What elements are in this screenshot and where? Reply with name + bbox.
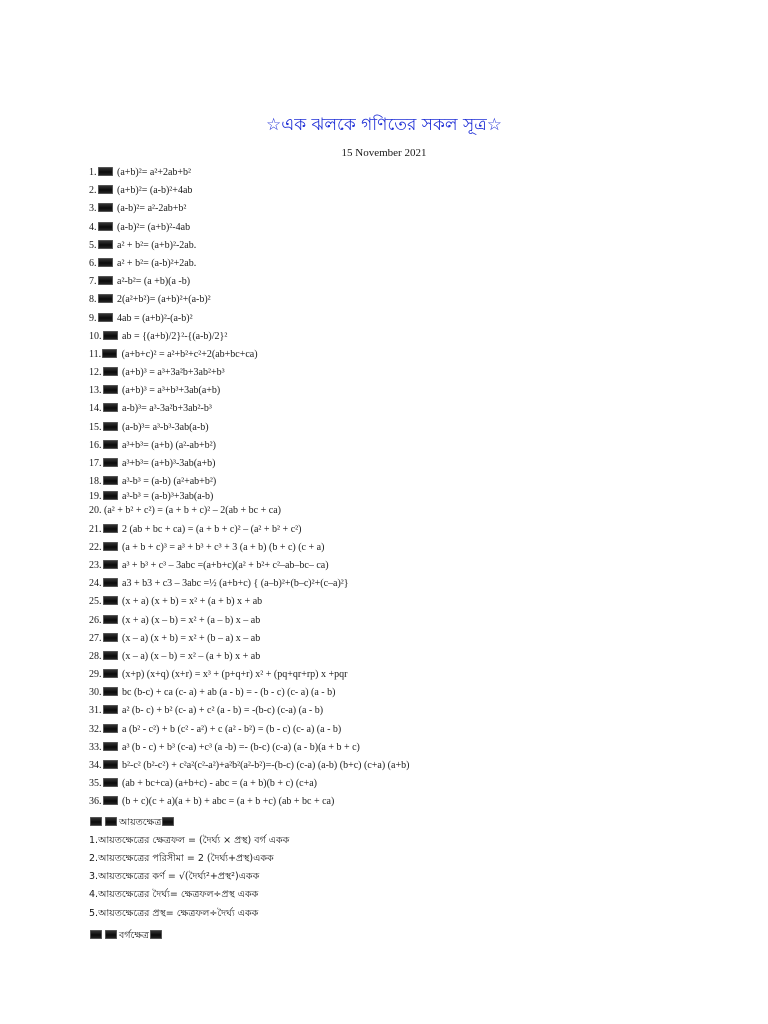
formula-text: a (b² - c²) + b (c² - a²) + c (a² - b²) = (b - c) (c- a) (a - b): [119, 723, 342, 735]
section-heading-text: বর্গক্ষেত্র: [119, 929, 150, 941]
emoji-image-icon: [103, 440, 118, 449]
emoji-image-icon: [103, 578, 118, 587]
formula-row: [89, 182, 749, 200]
formula-number: 12.: [89, 367, 102, 379]
emoji-image-icon: [105, 817, 117, 826]
section-heading-square: [89, 927, 749, 945]
formula-text: 4ab = (a+b)²-(a-b)²: [114, 312, 193, 324]
formula-row: [89, 721, 749, 739]
formula-number: 7.: [89, 276, 97, 288]
document-date: 15 November 2021: [341, 147, 427, 159]
formula-row: [89, 557, 749, 575]
formula-row: [89, 255, 749, 273]
emoji-image-icon: [103, 687, 118, 696]
emoji-image-icon: [98, 167, 113, 176]
formula-text: (a+b)²= a²+2ab+b²: [114, 167, 192, 178]
formula-row: [89, 575, 749, 593]
formula-text: (x – a) (x – b) = x² – (a + b) x + ab: [119, 650, 261, 662]
emoji-image-icon: [103, 385, 118, 394]
formula-text: a² (b- c) + b² (c- a) + c² (a - b) = -(b-c) (c-a) (a - b): [119, 705, 324, 717]
formula-row: [89, 739, 749, 757]
formula-number: 29.: [89, 669, 102, 681]
formula-row: [89, 164, 749, 182]
formula-row: [89, 364, 749, 382]
emoji-image-icon: [103, 633, 118, 642]
emoji-image-icon: [98, 294, 113, 303]
formula-number: 28.: [89, 650, 102, 662]
emoji-image-icon: [98, 240, 113, 249]
formula-text: (x+p) (x+q) (x+r) = x³ + (p+q+r) x² + (pq+qr+rp) x +pqr: [119, 669, 348, 681]
emoji-image-icon: [105, 930, 117, 939]
formula-text: (a-b)³= a³-b³-3ab(a-b): [119, 421, 209, 433]
formula-row: [89, 237, 749, 255]
formula-number: 24.: [89, 578, 102, 590]
emoji-image-icon: [103, 367, 118, 376]
formula-number: 30.: [89, 687, 102, 699]
emoji-image-icon: [103, 524, 118, 533]
formula-row: [89, 310, 749, 328]
formula-text: a3 + b3 + c3 – 3abc =½ (a+b+c) { (a–b)²+(b–c)²+(c–a)²}: [119, 578, 349, 590]
formula-text: (a-b)²= a²-2ab+b²: [114, 203, 187, 215]
formula-text: a² + b²= (a+b)²-2ab.: [114, 239, 197, 251]
emoji-image-icon: [103, 331, 118, 340]
section-heading-text: আয়তক্ষেত্র: [119, 816, 162, 828]
emoji-image-icon: [103, 796, 118, 805]
emoji-image-icon: [90, 817, 102, 826]
emoji-image-icon: [103, 491, 118, 500]
formula-text: (b + c)(c + a)(a + b) + abc = (a + b +c) (ab + bc + ca): [119, 796, 335, 808]
formula-text: a³ (b - c) + b³ (c-a) +c³ (a -b) =- (b-c) (c-a) (a - b)(a + b + c): [119, 741, 360, 753]
formula-row: [89, 684, 749, 702]
formula-number: 1.: [89, 167, 97, 178]
emoji-image-icon: [150, 930, 162, 939]
formula-number: 10.: [89, 330, 102, 342]
emoji-image-icon: [103, 596, 118, 605]
emoji-image-icon: [103, 742, 118, 751]
formula-text: a³+b³= (a+b)³-3ab(a+b): [119, 458, 216, 469]
emoji-image-icon: [103, 669, 118, 678]
formula-text: a³-b³ = (a-b)³+3ab(a-b): [119, 491, 214, 503]
formula-row: [89, 702, 749, 720]
emoji-image-icon: [103, 458, 118, 467]
formula-text: (x + a) (x + b) = x² + (a + b) x + ab: [119, 596, 263, 608]
formula-number: 34.: [89, 760, 102, 771]
formula-text: ab = {(a+b)/2}²-{(a-b)/2}²: [119, 330, 228, 342]
formula-row: [89, 666, 749, 684]
formula-row: [89, 346, 749, 364]
formula-number: 11.: [89, 348, 102, 360]
formula-number: 18.: [89, 476, 102, 488]
formula-number: 13.: [89, 385, 102, 397]
formula-number: 36.: [89, 796, 102, 808]
formula-text: 2(a²+b²)= (a+b)²+(a-b)²: [114, 294, 211, 306]
rectangle-formula-row: 1.আয়তক্ষেত্রের ক্ষেত্রফল = (দৈর্ঘ্য × প্রস্থ) বর্গ একক: [89, 834, 290, 846]
formula-number: 14.: [89, 403, 102, 415]
emoji-image-icon: [103, 724, 118, 733]
formula-row: [89, 273, 749, 291]
formula-number: 21.: [89, 523, 102, 535]
formula-number: 19.: [89, 491, 102, 503]
formula-text: (a+b+c)² = a²+b²+c²+2(ab+bc+ca): [119, 348, 258, 360]
formula-number: 20.: [89, 505, 102, 517]
formula-text: (a+b)³ = a³+3a²b+3ab²+b³: [119, 367, 225, 379]
formula-number: 35.: [89, 778, 102, 790]
emoji-image-icon: [103, 560, 118, 569]
formula-text: (a+b)³ = a³+b³+3ab(a+b): [119, 385, 221, 397]
emoji-image-icon: [103, 615, 118, 624]
formula-text: a³+b³= (a+b) (a²-ab+b²): [119, 439, 216, 451]
formula-row: [89, 612, 749, 630]
section-heading-rectangle: [89, 814, 749, 832]
formula-row: [89, 328, 749, 346]
formula-number: 3.: [89, 203, 97, 215]
emoji-image-icon: [103, 778, 118, 787]
emoji-image-icon: [90, 930, 102, 939]
formula-text: (a + b + c)³ = a³ + b³ + c³ + 3 (a + b) (b + c) (c + a): [119, 541, 325, 553]
emoji-image-icon: [103, 760, 118, 769]
formula-text: (a+b)²= (a-b)²+4ab: [114, 185, 193, 197]
emoji-image-icon: [103, 705, 118, 714]
formula-number: 6.: [89, 257, 97, 269]
formula-text: 2 (ab + bc + ca) = (a + b + c)² – (a² + b² + c²): [119, 523, 302, 535]
formula-row: [89, 437, 749, 455]
formula-number: 15.: [89, 421, 102, 433]
rectangle-formula-row: 2.আয়তক্ষেত্রের পরিসীমা = 2 (দৈর্ঘ্য+প্রস্থ)একক: [89, 852, 274, 864]
formula-row: [89, 793, 749, 811]
emoji-image-icon: [98, 222, 113, 231]
formula-row: [89, 491, 749, 502]
formula-number: 16.: [89, 439, 102, 451]
formula-number: 26.: [89, 614, 102, 626]
formula-row: [89, 400, 749, 418]
emoji-image-icon: [103, 542, 118, 551]
formula-text: (a² + b² + c²) = (a + b + c)² – 2(ab + bc + ca): [104, 505, 281, 517]
formula-row: [89, 419, 749, 437]
formula-number: 17.: [89, 458, 102, 469]
formula-row: [89, 539, 749, 557]
emoji-image-icon: [98, 258, 113, 267]
formula-row: [89, 291, 749, 309]
formula-number: 22.: [89, 541, 102, 553]
rectangle-formula-row: 5.আয়তক্ষেত্রের প্রস্থ= ক্ষেত্রফল÷দৈর্ঘ্য একক: [89, 907, 259, 919]
emoji-image-icon: [98, 313, 113, 322]
emoji-image-icon: [103, 651, 118, 660]
formula-row: [89, 382, 749, 400]
formula-row: [89, 455, 749, 473]
formula-text: b²-c² (b²-c²) + c²a²(c²-a²)+a²b²(a²-b²)=-(b-c) (c-a) (a-b) (b+c) (c+a) (a+b): [119, 760, 410, 771]
rectangle-formula-row: 4.আয়তক্ষেত্রের দৈর্ঘ্য= ক্ষেত্রফল÷প্রস্থ একক: [89, 889, 259, 901]
formula-number: 4.: [89, 221, 97, 233]
emoji-image-icon: [98, 185, 113, 194]
formula-row: [89, 630, 749, 648]
formula-number: 8.: [89, 294, 97, 306]
emoji-image-icon: [98, 276, 113, 285]
formula-number: 27.: [89, 632, 102, 644]
document-title: ☆এক ঝলকে গণিতের সকল সূত্র☆: [266, 115, 502, 135]
formula-row: [89, 757, 749, 775]
formula-row: [89, 593, 749, 611]
emoji-image-icon: [98, 203, 113, 212]
formula-number: 31.: [89, 705, 102, 717]
formula-row: [89, 219, 749, 237]
formula-row: [89, 502, 749, 520]
formula-number: 9.: [89, 312, 97, 324]
rectangle-formula-row: 3.আয়তক্ষেত্রের কর্ণ = √(দৈর্ঘ্য²+প্রস্থ²)একক: [89, 871, 260, 883]
formula-text: a-b)³= a³-3a²b+3ab²-b³: [119, 403, 212, 415]
formula-list: [89, 164, 749, 945]
emoji-image-icon: [103, 476, 118, 485]
formula-number: 25.: [89, 596, 102, 608]
formula-text: a³ + b³ + c³ – 3abc =(a+b+c)(a² + b²+ c²–ab–bc– ca): [119, 559, 329, 571]
formula-text: (x – a) (x + b) = x² + (b – a) x – ab: [119, 632, 261, 644]
formula-number: 2.: [89, 185, 97, 197]
formula-number: 23.: [89, 559, 102, 571]
formula-text: a² + b²= (a-b)²+2ab.: [114, 257, 197, 269]
formula-number: 32.: [89, 723, 102, 735]
emoji-image-icon: [102, 349, 117, 358]
formula-row: [89, 473, 749, 491]
formula-text: (ab + bc+ca) (a+b+c) - abc = (a + b)(b + c) (c+a): [119, 778, 318, 790]
formula-row: [89, 200, 749, 218]
formula-row: [89, 775, 749, 793]
formula-number: 33.: [89, 741, 102, 753]
formula-text: bc (b-c) + ca (c- a) + ab (a - b) = - (b - c) (c- a) (a - b): [119, 687, 336, 699]
emoji-image-icon: [103, 422, 118, 431]
formula-row: [89, 521, 749, 539]
formula-number: 5.: [89, 239, 97, 251]
formula-text: (x + a) (x – b) = x² + (a – b) x – ab: [119, 614, 261, 626]
formula-row: [89, 648, 749, 666]
formula-text: a³-b³ = (a-b) (a²+ab+b²): [119, 476, 217, 488]
formula-text: a²-b²= (a +b)(a -b): [114, 276, 191, 288]
emoji-image-icon: [103, 403, 118, 412]
emoji-image-icon: [162, 817, 174, 826]
formula-text: (a-b)²= (a+b)²-4ab: [114, 221, 191, 233]
